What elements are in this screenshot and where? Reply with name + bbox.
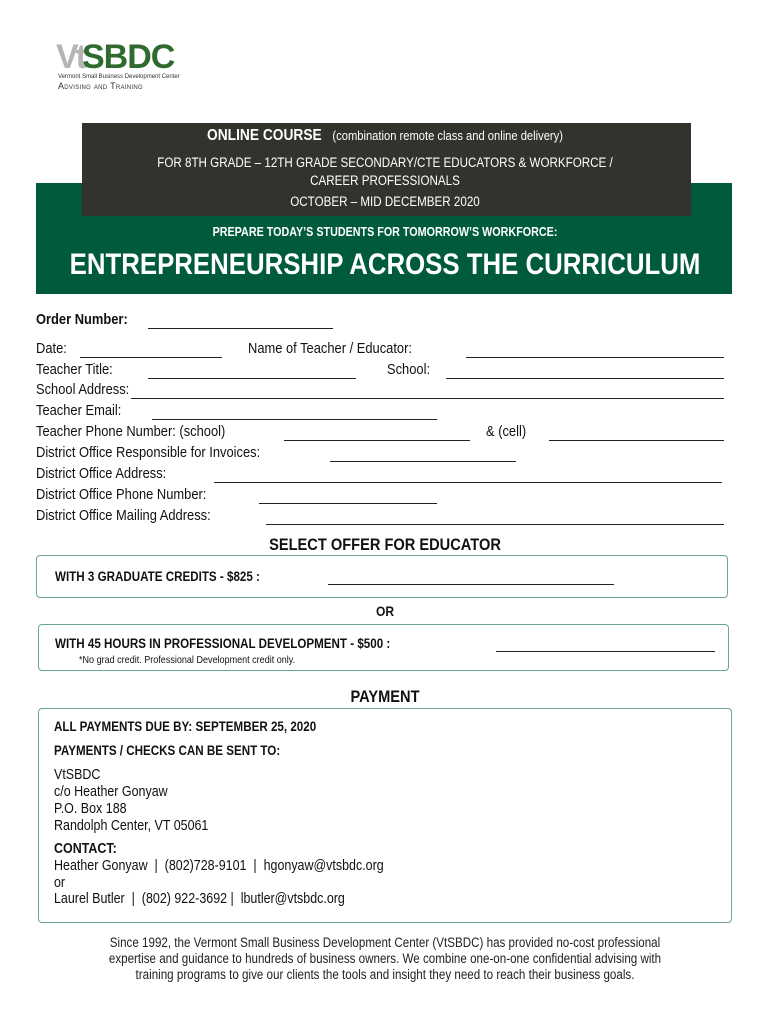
district-address-line[interactable] <box>214 482 722 483</box>
payment-box <box>38 708 732 923</box>
audience-line-2: CAREER PROFESSIONALS <box>310 173 460 188</box>
vtsbdc-logo: Vt SBDC Vermont Small Business Development Center Advising and Training <box>56 38 180 91</box>
contact-or: or <box>54 875 66 891</box>
audience-line-1: FOR 8TH GRADE – 12TH GRADE SECONDARY/CTE EDUCATORS & WORKFORCE / <box>157 155 613 170</box>
teacher-title-line[interactable] <box>148 378 356 379</box>
order-number-line[interactable] <box>148 328 333 329</box>
contact-label: CONTACT: <box>54 841 117 857</box>
offer-option-graduate-credits[interactable]: WITH 3 GRADUATE CREDITS - $825 : <box>36 555 728 598</box>
course-type: ONLINE COURSE <box>207 127 322 144</box>
district-phone-line[interactable] <box>259 503 437 504</box>
professional-development-line[interactable] <box>496 651 715 652</box>
graduate-credits-line[interactable] <box>328 584 614 585</box>
school-address-line[interactable] <box>131 398 724 399</box>
page-title: ENTREPRENEURSHIP ACROSS THE CURRICULUM <box>69 248 701 281</box>
payment-address: VtSBDC c/o Heather Gonyaw P.O. Box 188 Randolph Center, VT 05061 <box>54 767 209 834</box>
payment-send-to: PAYMENTS / CHECKS CAN BE SENT TO: <box>54 743 281 758</box>
course-dates: OCTOBER – MID DECEMBER 2020 <box>290 194 480 209</box>
contact-laurel: Laurel Butler | (802) 922-3692 | lbutler@vtsbdc.org <box>54 891 345 907</box>
school-line[interactable] <box>446 378 724 379</box>
course-line <box>0 127 770 145</box>
teacher-phone-line[interactable] <box>284 440 470 441</box>
course-note: (combination remote class and online delivery) <box>332 128 563 143</box>
contact-heather: Heather Gonyaw | (802)728-9101 | hgonyaw@vtsbdc.org <box>54 858 384 874</box>
cell-phone-line[interactable] <box>549 440 724 441</box>
payment-due: ALL PAYMENTS DUE BY: SEPTEMBER 25, 2020 <box>54 719 317 734</box>
option2-note: *No grad credit. Professional Development credit only. <box>79 654 296 666</box>
district-mailing-line[interactable] <box>266 524 724 525</box>
offer-option-professional-development[interactable]: WITH 45 HOURS IN PROFESSIONAL DEVELOPMENT - $500 : *No grad credit. Professional Development credit only. <box>38 624 729 671</box>
offer-or: OR <box>375 603 395 619</box>
teacher-name-line[interactable] <box>466 357 724 358</box>
teacher-email-line[interactable] <box>152 419 437 420</box>
date-line[interactable] <box>80 357 222 358</box>
tagline: PREPARE TODAY’S STUDENTS FOR TOMORROW’S WORKFORCE: <box>212 225 558 239</box>
payment-heading: PAYMENT <box>350 687 420 706</box>
footer-about: Since 1992, the Vermont Small Business Development Center (VtSBDC) has provided no-cost professional expertise and guidance to hundreds of business owners. We combine one-on-one confidential advising with training programs to give our clients the tools and insight they need to reach their business goals. <box>108 935 662 982</box>
district-invoices-line[interactable] <box>330 461 516 462</box>
offer-heading: SELECT OFFER FOR EDUCATOR <box>269 535 501 554</box>
